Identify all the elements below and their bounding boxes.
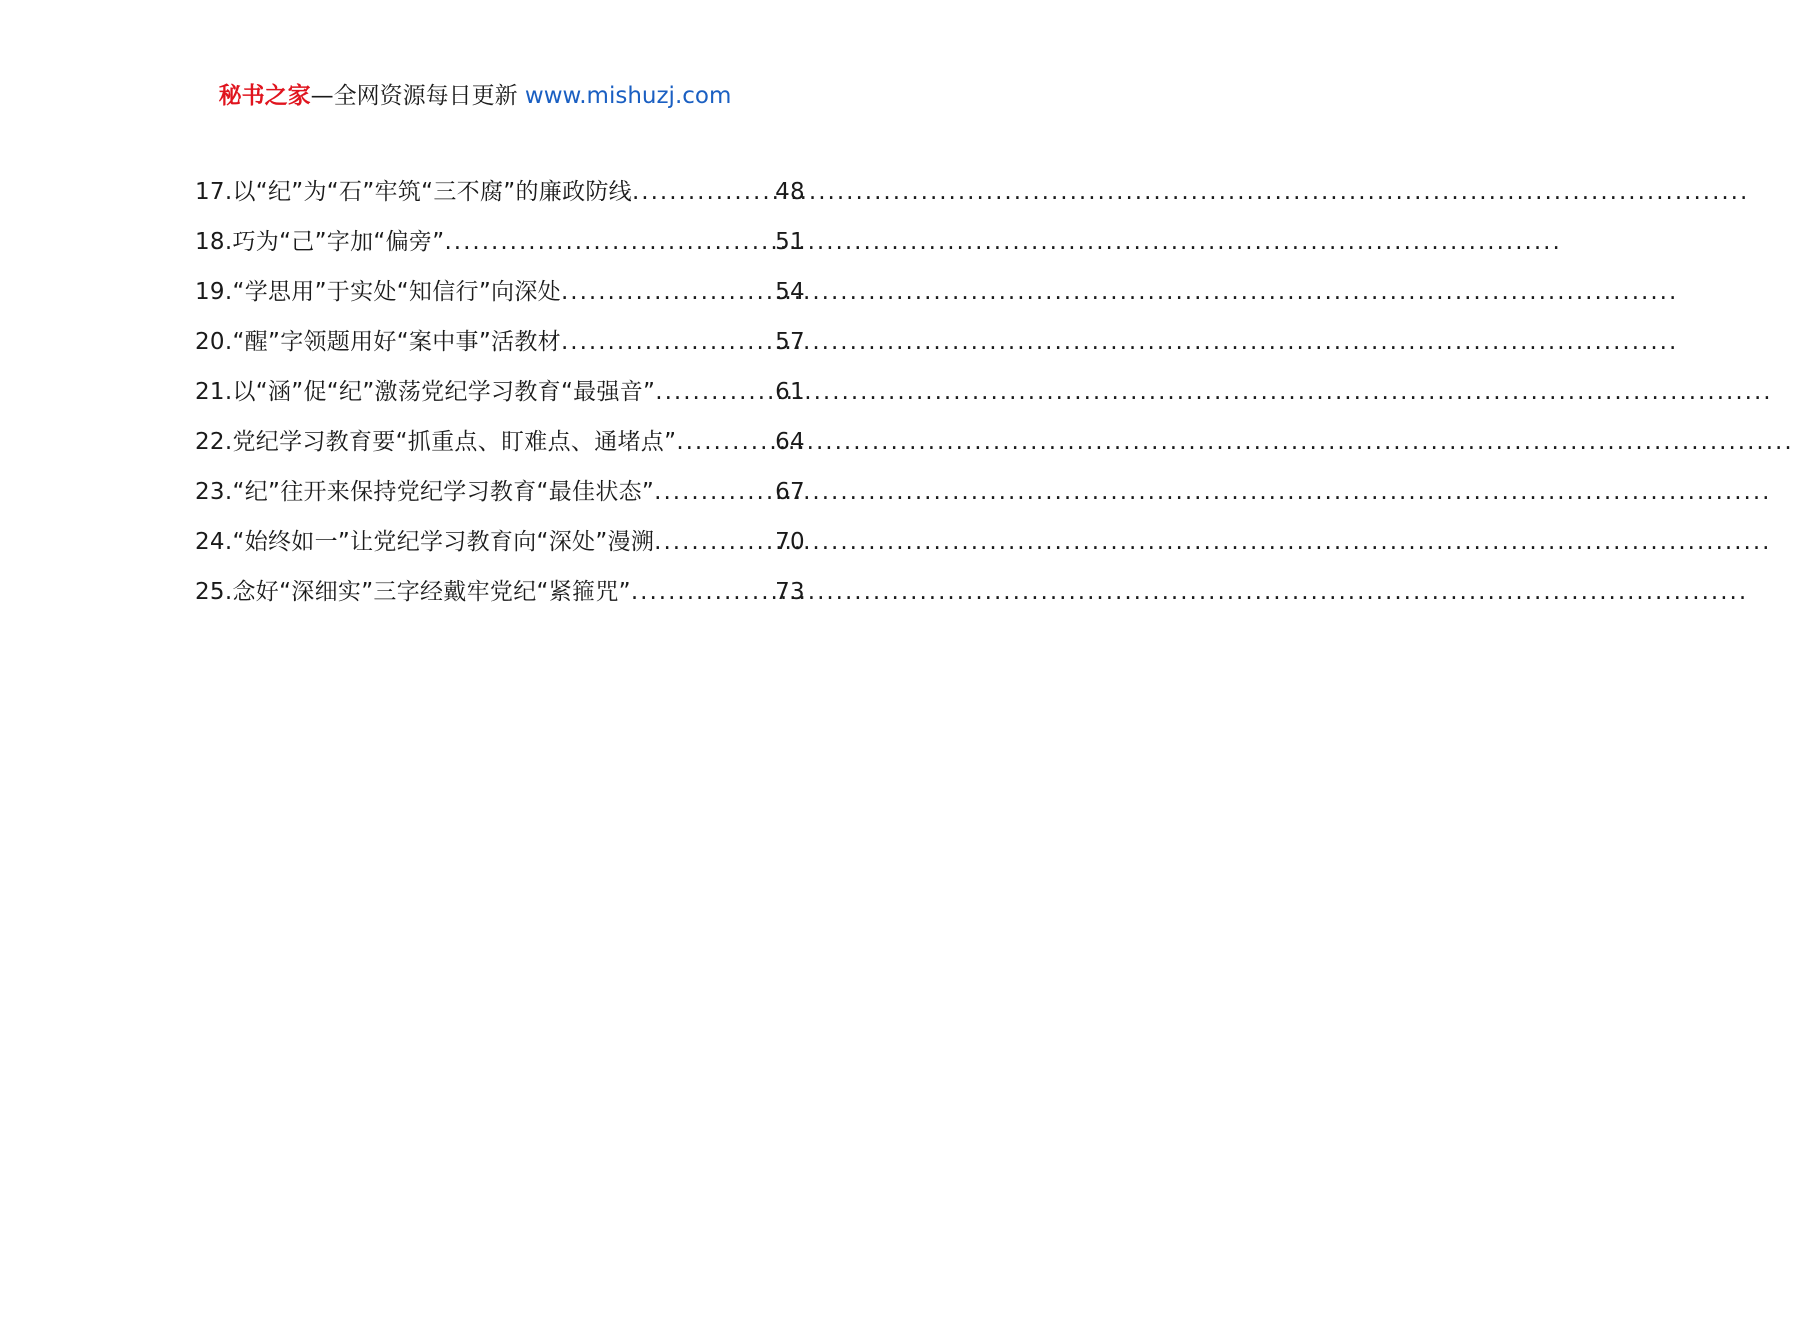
toc-entry-page: 48	[775, 179, 805, 205]
toc-entry[interactable]	[195, 374, 805, 424]
toc-entry-page: 70	[775, 529, 805, 555]
toc-entry-page: 64	[775, 429, 805, 455]
toc-entry[interactable]	[195, 324, 805, 374]
header-tagline: —全网资源每日更新	[310, 83, 525, 109]
page-header	[0, 80, 950, 112]
toc-dot-leader	[655, 374, 775, 410]
toc-entry-page: 57	[775, 329, 805, 355]
toc-dot-leader	[654, 474, 775, 510]
toc-dot-leader	[631, 574, 775, 610]
toc-entry-title: 18.巧为“己”字加“偏旁”	[195, 229, 445, 255]
toc-entry-page: 67	[775, 479, 805, 505]
toc-entry[interactable]	[195, 424, 805, 474]
toc-entry[interactable]	[195, 274, 805, 324]
table-of-contents	[195, 174, 805, 624]
toc-entry-page: 73	[775, 579, 805, 605]
toc-entry-title: 20.“醒”字领题用好“案中事”活教材	[195, 329, 561, 355]
toc-entry[interactable]	[195, 174, 805, 224]
toc-dot-leader	[632, 174, 775, 210]
toc-entry[interactable]	[195, 474, 805, 524]
toc-entry-title: 17.以“纪”为“石”牢筑“三不腐”的廉政防线	[195, 179, 632, 205]
toc-entry[interactable]	[195, 524, 805, 574]
toc-entry-page: 54	[775, 279, 805, 305]
toc-entry-title: 23.“纪”往开来保持党纪学习教育“最佳状态”	[195, 479, 655, 505]
toc-dot-leader	[561, 324, 775, 360]
toc-dot-leader	[444, 224, 775, 260]
toc-entry-title: 21.以“涵”促“纪”激荡党纪学习教育“最强音”	[195, 379, 656, 405]
toc-dot-leader	[654, 524, 775, 560]
toc-entry-page: 61	[775, 379, 805, 405]
toc-dot-leader	[676, 424, 775, 460]
toc-entry-title: 19.“学思用”于实处“知信行”向深处	[195, 279, 561, 305]
toc-entry[interactable]	[195, 224, 805, 274]
toc-entry-page: 51	[775, 229, 805, 255]
toc-entry[interactable]	[195, 574, 805, 624]
header-brand: 秘书之家	[218, 83, 311, 109]
toc-entry-title: 25.念好“深细实”三字经戴牢党纪“紧箍咒”	[195, 579, 631, 605]
toc-entry-title: 22.党纪学习教育要“抓重点、盯难点、通堵点”	[195, 429, 677, 455]
toc-dot-leader	[561, 274, 775, 310]
header-url-link[interactable]: www.mishuzj.com	[524, 83, 732, 109]
toc-entry-title: 24.“始终如一”让党纪学习教育向“深处”漫溯	[195, 529, 655, 555]
